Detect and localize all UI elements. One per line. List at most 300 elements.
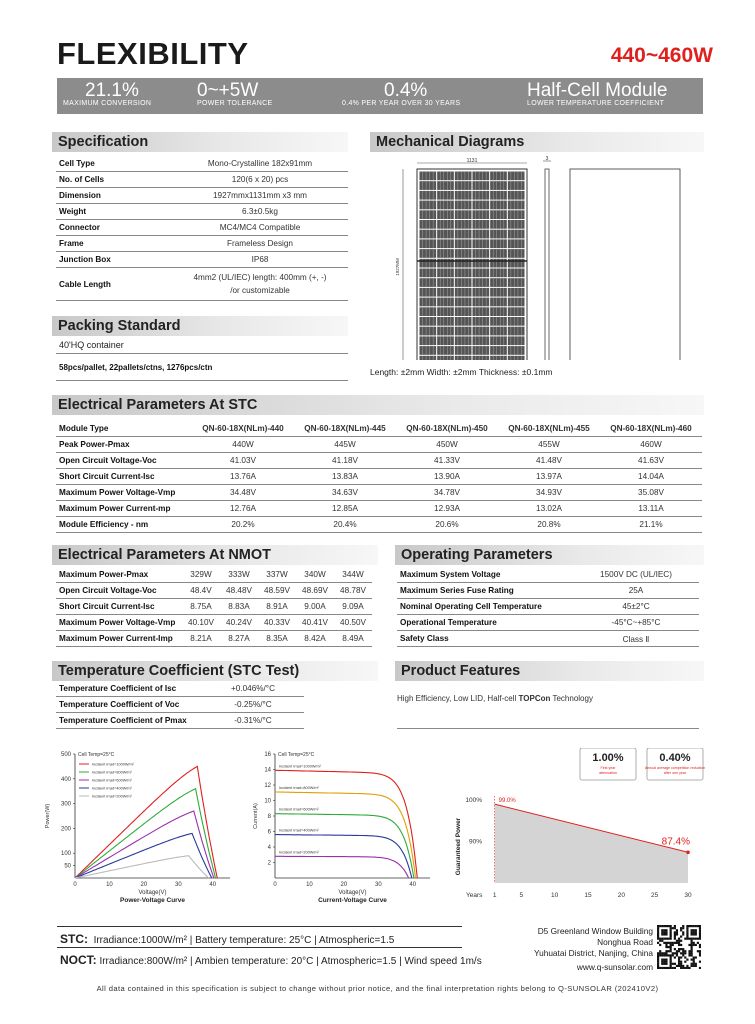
qr-module — [672, 963, 674, 965]
qr-module — [693, 938, 695, 940]
qr-module — [695, 965, 697, 967]
qr-module — [699, 925, 701, 927]
divider — [57, 947, 462, 948]
section-title-specification: Specification — [52, 132, 348, 152]
qr-module — [670, 956, 672, 958]
solar-cell — [437, 259, 454, 268]
solar-cell — [508, 346, 525, 355]
qr-module — [667, 950, 669, 952]
solar-cell — [490, 356, 507, 360]
qr-module — [659, 940, 661, 942]
qr-module — [661, 967, 663, 969]
spec-key: Frame — [56, 236, 172, 252]
x-tick-label: 10 — [306, 882, 313, 888]
solar-cell — [420, 239, 437, 248]
packing-table — [56, 337, 348, 381]
cell-value: 34.63V — [294, 485, 396, 501]
power-voltage-chart — [40, 746, 240, 916]
table-row — [56, 485, 702, 501]
solar-cell — [490, 201, 507, 210]
solar-cell — [490, 259, 507, 268]
row-label: Operational Temperature — [397, 615, 573, 631]
y-tick-label: 200 — [60, 826, 71, 833]
solar-cell — [420, 307, 437, 316]
qr-module — [659, 938, 661, 940]
cell-value: 12.93A — [396, 501, 498, 517]
cell-value: 450W — [396, 437, 498, 453]
spec-key: Junction Box — [56, 252, 172, 268]
qr-module — [676, 931, 678, 933]
qr-module — [678, 950, 680, 952]
x-tick-label: 40 — [409, 882, 417, 888]
divider — [57, 926, 462, 927]
qr-module — [663, 963, 665, 965]
qr-module — [670, 948, 672, 950]
guarantee-point — [686, 850, 690, 854]
qr-module — [680, 967, 682, 969]
qr-module — [691, 938, 693, 940]
banner-value: 0.4% — [384, 80, 428, 101]
address-line: D5 Greenland Window Building — [537, 926, 653, 936]
iv-series-line — [275, 856, 409, 878]
qr-module — [678, 944, 680, 946]
qr-module — [695, 933, 697, 935]
qr-module — [688, 938, 690, 940]
qr-module — [695, 925, 697, 927]
qr-module — [657, 933, 659, 935]
qr-module — [657, 942, 659, 944]
qr-module — [691, 925, 693, 927]
qr-module — [661, 929, 663, 931]
badge-text: First year — [600, 766, 616, 770]
cell-value: 34.48V — [192, 485, 294, 501]
qr-module — [682, 952, 684, 954]
legend-entry: Incident Irrad=200W/m² — [92, 794, 132, 799]
solar-cell — [490, 249, 507, 258]
solar-cell — [508, 181, 525, 190]
qr-module — [693, 959, 695, 961]
qr-module — [682, 965, 684, 967]
spec-key: Connector — [56, 220, 172, 236]
y-tick-label: 100% — [465, 797, 482, 804]
spec-key: No. of Cells — [56, 172, 172, 188]
solar-cell — [490, 327, 507, 336]
x-tick-label: 30 — [174, 882, 182, 888]
qr-module — [684, 961, 686, 963]
spec-value: 1927mmx1131mm x3 mm — [172, 188, 348, 204]
solar-cell — [420, 191, 437, 200]
table-row — [397, 631, 699, 647]
qr-module — [699, 952, 701, 954]
row-label: Temperature Coefficient of Voc — [56, 697, 202, 713]
table-row — [56, 437, 702, 453]
qr-module — [665, 967, 667, 969]
solar-cell — [490, 210, 507, 219]
x-tick-label: 40 — [209, 882, 217, 888]
stc-text: Irradiance:1000W/m² | Battery temperature: 25°C | Atmospheric=1.5 — [93, 935, 395, 946]
qr-module — [672, 944, 674, 946]
solar-cell — [508, 210, 525, 219]
address-line: Nonghua Road — [597, 937, 653, 947]
table-row — [56, 354, 348, 381]
qr-module — [686, 933, 688, 935]
cell-value: 460W — [600, 437, 702, 453]
cell-value: 440W — [192, 437, 294, 453]
table-row — [56, 188, 348, 204]
section-title-operating: Operating Parameters — [395, 545, 704, 565]
spec-key: Dimension — [56, 188, 172, 204]
qr-module — [672, 952, 674, 954]
solar-cell — [437, 317, 454, 326]
cell-value: 13.83A — [294, 469, 396, 485]
height-dim-label: 1927MM — [395, 258, 400, 276]
solar-cell — [420, 259, 437, 268]
qr-module — [697, 942, 699, 944]
cell-value: -0.25%/°C — [202, 697, 304, 713]
qr-module — [657, 965, 659, 967]
solar-cell — [420, 269, 437, 278]
row-label: Peak Power-Pmax — [56, 437, 192, 453]
qr-module — [676, 940, 678, 942]
row-label: Temperature Coefficient of Isc — [56, 681, 202, 697]
cell-value: 8.83A — [220, 599, 258, 615]
row-label: Maximum System Voltage — [397, 567, 573, 583]
qr-module — [659, 952, 661, 954]
solar-cell — [490, 278, 507, 287]
table-row — [56, 268, 348, 301]
section-title-stc: Electrical Parameters At STC — [52, 395, 704, 415]
column-header: QN-60-18X(NLm)-440 — [192, 421, 294, 437]
solar-cell — [473, 210, 490, 219]
thickness-dim-label: 3 — [545, 156, 549, 162]
qr-module — [672, 954, 674, 956]
solar-cell — [437, 220, 454, 229]
solar-cell — [455, 172, 472, 181]
qr-module — [682, 950, 684, 952]
qr-module — [661, 954, 663, 956]
solar-cell — [508, 336, 525, 345]
qr-module — [686, 959, 688, 961]
solar-cell — [455, 230, 472, 239]
solar-cell — [437, 172, 454, 181]
solar-cell — [490, 336, 507, 345]
solar-cell — [508, 307, 525, 316]
qr-module — [693, 925, 695, 927]
cell-value: 344W — [334, 567, 372, 583]
solar-cell — [437, 201, 454, 210]
qr-module — [659, 967, 661, 969]
spec-value: Mono-Crystalline 182x91mm — [172, 156, 348, 172]
qr-module — [663, 931, 665, 933]
qr-module — [699, 927, 701, 929]
table-row — [397, 615, 699, 631]
chart-annotation: Cell Temp=25°C — [278, 752, 315, 758]
solar-cell — [473, 307, 490, 316]
solar-cell — [508, 172, 525, 181]
spec-key: Weight — [56, 204, 172, 220]
table-row — [397, 567, 699, 583]
cell-value: 41.03V — [192, 453, 294, 469]
solar-cell — [473, 327, 490, 336]
qr-module — [665, 942, 667, 944]
cell-value: Class Ⅱ — [573, 631, 699, 647]
qr-module — [663, 933, 665, 935]
qr-module — [674, 956, 676, 958]
qr-module — [691, 963, 693, 965]
qr-module — [682, 933, 684, 935]
qr-module — [691, 954, 693, 956]
noct-conditions — [60, 953, 482, 967]
qr-module — [678, 961, 680, 963]
row-label: Maximum Series Fuse Rating — [397, 583, 573, 599]
solar-cell — [420, 327, 437, 336]
chart-title: Current-Voltage Curve — [318, 897, 387, 904]
solar-cell — [473, 191, 490, 200]
cell-value: 8.75A — [182, 599, 220, 615]
solar-cell — [455, 336, 472, 345]
banner-item — [197, 81, 272, 107]
y-axis-label: Current(A) — [253, 803, 259, 829]
solar-cell — [437, 288, 454, 297]
qr-module — [657, 925, 659, 927]
qr-module — [678, 963, 680, 965]
x-tick-label: 25 — [651, 892, 659, 898]
qr-module — [665, 938, 667, 940]
x-tick-label: 5 — [519, 892, 524, 898]
website-link[interactable]: www.q-sunsolar.com — [576, 962, 653, 972]
qr-module — [678, 959, 680, 961]
qr-module — [684, 967, 686, 969]
qr-module — [670, 959, 672, 961]
qr-code-icon — [657, 925, 701, 969]
qr-module — [670, 925, 672, 927]
qr-module — [678, 942, 680, 944]
qr-module — [691, 931, 693, 933]
spec-value: IP68 — [172, 252, 348, 268]
solar-cell — [473, 230, 490, 239]
qr-module — [657, 963, 659, 965]
table-row — [56, 156, 348, 172]
qr-module — [678, 965, 680, 967]
cell-value: 12.76A — [192, 501, 294, 517]
qr-module — [676, 942, 678, 944]
mechanical-diagram — [385, 155, 703, 360]
qr-module — [680, 940, 682, 942]
column-header: QN-60-18X(NLm)-445 — [294, 421, 396, 437]
qr-module — [657, 967, 659, 969]
solar-cell — [455, 317, 472, 326]
qr-module — [670, 933, 672, 935]
qr-module — [691, 940, 693, 942]
qr-module — [688, 925, 690, 927]
solar-cell — [490, 239, 507, 248]
qr-module — [663, 952, 665, 954]
solar-cell — [490, 269, 507, 278]
spec-key: Cable Length — [56, 268, 172, 301]
footer-disclaimer: All data contained in this specification is subject to change without prior notice, and the final interpretation rights belong to Q-SUNSOLAR (202410V2) — [96, 984, 659, 993]
qr-module — [670, 963, 672, 965]
table-row — [56, 204, 348, 220]
power-range: 440~460W — [610, 44, 713, 67]
banner-value: 21.1% — [85, 80, 139, 101]
y-tick-label: 12 — [264, 783, 271, 789]
qr-module — [684, 950, 686, 952]
row-label: Maximum Power Voltage-Vmp — [56, 615, 182, 631]
x-tick-label: 30 — [684, 892, 692, 898]
table-row — [56, 236, 348, 252]
cell-value: 8.91A — [258, 599, 296, 615]
qr-module — [665, 963, 667, 965]
series-label: Incident Irrad=400W/m² — [279, 828, 319, 833]
cell-value: 35.08V — [600, 485, 702, 501]
solar-cell — [420, 356, 437, 360]
solar-cell — [455, 269, 472, 278]
qr-module — [667, 946, 669, 948]
qr-module — [661, 952, 663, 954]
cell-value: 9.00A — [296, 599, 334, 615]
solar-cell — [437, 278, 454, 287]
solar-cell — [455, 356, 472, 360]
banner-item — [342, 81, 460, 107]
table-row — [56, 469, 702, 485]
qr-module — [691, 965, 693, 967]
x-tick-label: 0 — [73, 882, 77, 888]
cell-value: 455W — [498, 437, 600, 453]
solar-cell — [508, 278, 525, 287]
column-header: QN-60-18X(NLm)-455 — [498, 421, 600, 437]
y-tick-label: 90% — [468, 838, 482, 846]
cell-value: 41.48V — [498, 453, 600, 469]
qr-module — [667, 925, 669, 927]
solar-cell — [420, 346, 437, 355]
solar-cell — [420, 336, 437, 345]
solar-cell — [473, 278, 490, 287]
qr-module — [670, 946, 672, 948]
qr-module — [661, 925, 663, 927]
qr-module — [682, 927, 684, 929]
table-row — [56, 220, 348, 236]
qr-module — [670, 929, 672, 931]
qr-module — [663, 938, 665, 940]
qr-module — [670, 944, 672, 946]
solar-cell — [455, 210, 472, 219]
row-label: Open Circuit Voltage-Voc — [56, 453, 192, 469]
qr-module — [686, 925, 688, 927]
qr-module — [688, 944, 690, 946]
section-title-nmot: Electrical Parameters At NMOT — [52, 545, 378, 565]
solar-cell — [508, 220, 525, 229]
solar-cell — [420, 230, 437, 239]
qr-module — [691, 933, 693, 935]
solar-cell — [437, 210, 454, 219]
cell-value: +0.046%/°C — [202, 681, 304, 697]
y-tick-label: 2 — [267, 860, 271, 867]
qr-module — [678, 938, 680, 940]
qr-module — [663, 967, 665, 969]
solar-cell — [420, 249, 437, 258]
banner-label: LOWER TEMPERATURE COEFFICIENT — [527, 100, 665, 107]
qr-module — [670, 938, 672, 940]
table-row — [56, 453, 702, 469]
solar-cell — [490, 317, 507, 326]
solar-cell — [437, 346, 454, 355]
solar-cell — [455, 327, 472, 336]
qr-module — [695, 931, 697, 933]
row-label: Maximum Power Voltage-Vmp — [56, 485, 192, 501]
solar-cell — [437, 336, 454, 345]
cell-value: 20.6% — [396, 517, 498, 533]
spec-key: Cell Type — [56, 156, 172, 172]
qr-module — [686, 931, 688, 933]
row-label: Short Circuit Current-Isc — [56, 469, 192, 485]
qr-module — [665, 946, 667, 948]
cell-value: 40.33V — [258, 615, 296, 631]
solar-cell — [455, 278, 472, 287]
y-tick-label: 16 — [264, 752, 271, 758]
section-title-mechanical: Mechanical Diagrams — [370, 132, 704, 152]
solar-cell — [437, 239, 454, 248]
spec-value: Frameless Design — [172, 236, 348, 252]
solar-cell — [508, 249, 525, 258]
cell-value: 8.27A — [220, 631, 258, 647]
solar-cell — [473, 346, 490, 355]
solar-cell — [508, 191, 525, 200]
qr-module — [682, 954, 684, 956]
table-row — [56, 599, 372, 615]
solar-cell — [473, 172, 490, 181]
qr-module — [674, 927, 676, 929]
x-tick-label: 10 — [551, 892, 559, 898]
qr-module — [665, 931, 667, 933]
qr-module — [657, 938, 659, 940]
qr-module — [665, 961, 667, 963]
solar-cell — [508, 230, 525, 239]
solar-cell — [490, 191, 507, 200]
highlight-banner — [57, 78, 703, 114]
qr-module — [680, 961, 682, 963]
x-tick-label: 20 — [140, 882, 148, 888]
solar-cell — [508, 239, 525, 248]
solar-cell — [420, 317, 437, 326]
y-tick-label: 400 — [60, 776, 71, 783]
solar-cell — [455, 307, 472, 316]
qr-module — [657, 929, 659, 931]
qr-module — [665, 950, 667, 952]
qr-module — [684, 938, 686, 940]
qr-module — [699, 946, 701, 948]
qr-module — [674, 963, 676, 965]
qr-module — [680, 935, 682, 937]
qr-module — [680, 948, 682, 950]
chart-title: Power-Voltage Curve — [120, 897, 185, 904]
solar-cell — [473, 356, 490, 360]
solar-cell — [508, 298, 525, 307]
cell-value: 34.78V — [396, 485, 498, 501]
solar-cell — [490, 181, 507, 190]
qr-module — [659, 944, 661, 946]
qr-module — [674, 967, 676, 969]
cell-value: 41.63V — [600, 453, 702, 469]
solar-cell — [420, 210, 437, 219]
spec-value: /or customizable — [230, 286, 290, 295]
qr-module — [659, 950, 661, 952]
features-highlight: TOPCon — [518, 694, 551, 703]
qr-module — [663, 925, 665, 927]
qr-module — [684, 956, 686, 958]
temp-coef-table — [56, 681, 304, 729]
solar-cell — [437, 191, 454, 200]
packing-container: 40'HQ container — [56, 337, 348, 354]
